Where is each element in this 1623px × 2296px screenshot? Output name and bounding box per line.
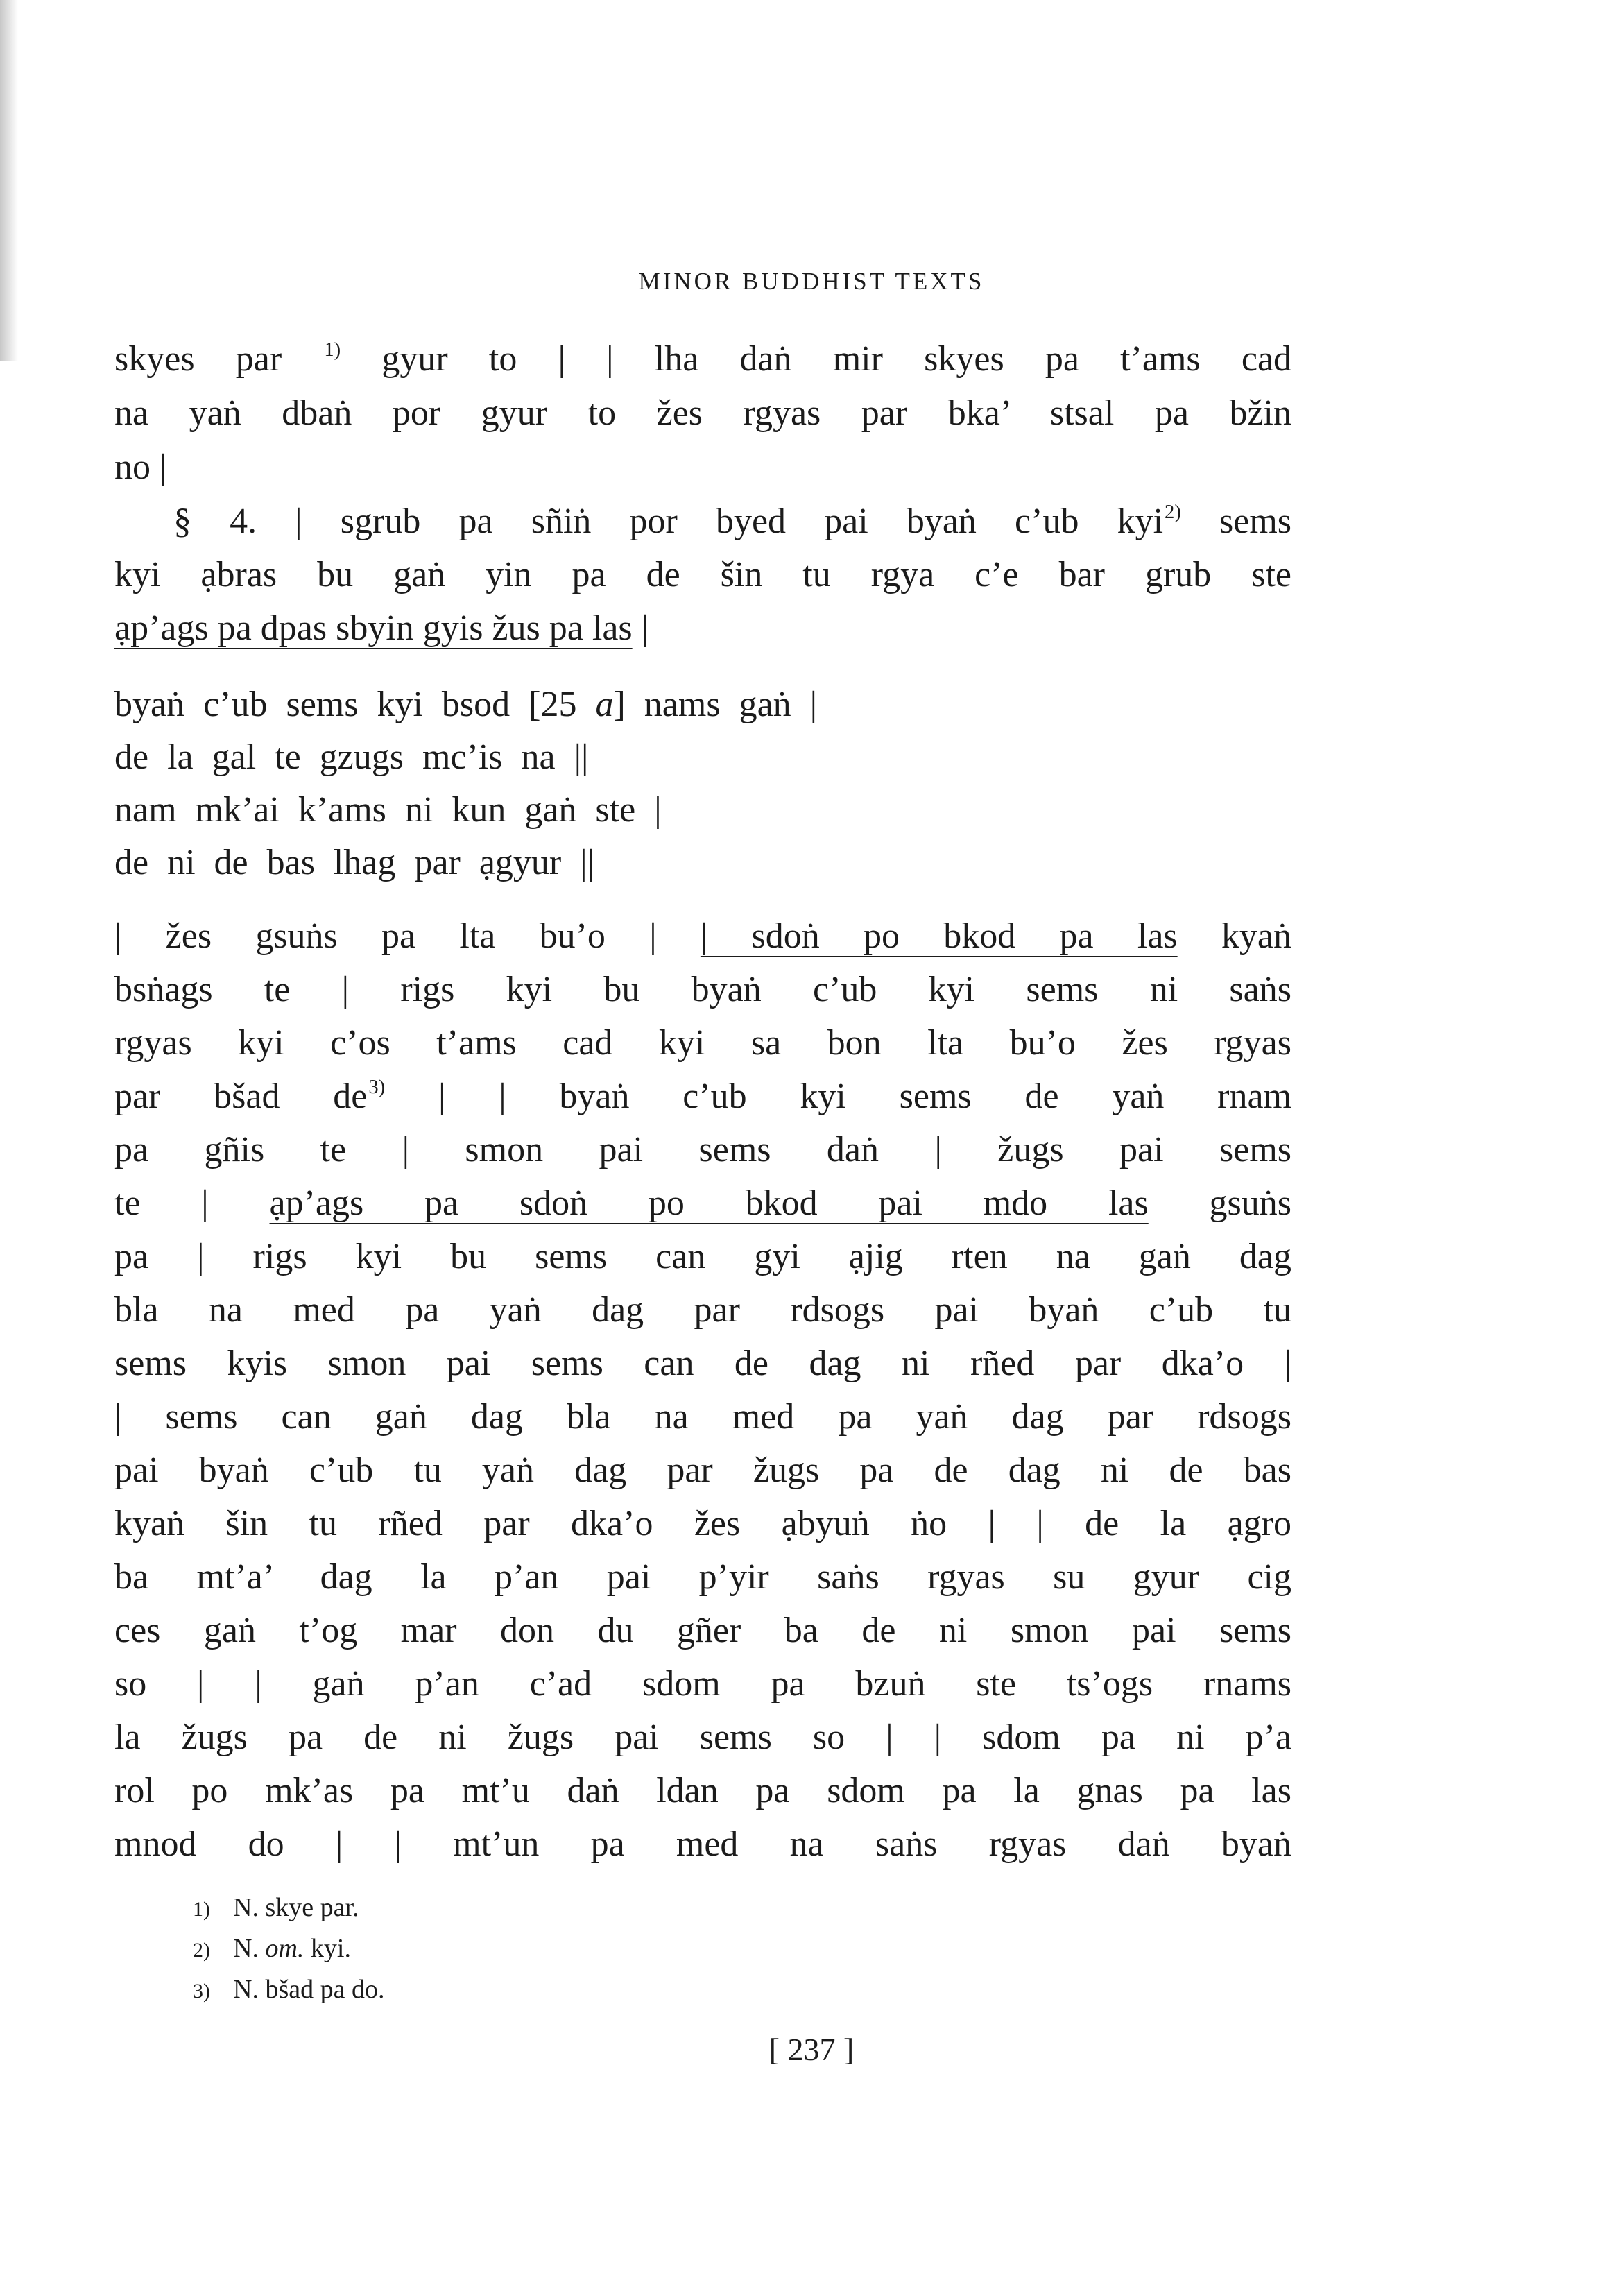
verse-line: de ni de bas lhag par ạgyur || (114, 843, 595, 882)
text-line: kyaṅ šin tu rñed par dka’o žes ạbyuṅ ṅo | | de la ạgro (114, 1504, 1291, 1543)
text-span: ] nams gaṅ | (613, 685, 818, 724)
text-span: byaṅ c’ub sems kyi bsod [25 (114, 685, 596, 724)
verse-line (114, 684, 817, 726)
text-line (114, 608, 1291, 649)
text-line: pa | rigs kyi bu sems can gyi ạjig rten na gaṅ dag (114, 1237, 1291, 1276)
text-line: na yaṅ dbaṅ por gyur to žes rgyas par bka’ stsal pa bžin (114, 393, 1291, 433)
text-line: la žugs pa de ni žugs pai sems so | | sdom pa ni p’a (114, 1717, 1291, 1757)
footnote (193, 1888, 384, 1929)
footnote-marker: 2) (1165, 501, 1181, 523)
footnote-text: N. (233, 1934, 266, 1963)
section-start-line (173, 501, 1291, 548)
text-span: | žes gsuṅs pa lta bu’o | (114, 916, 657, 956)
page-number: [ 237 ] (768, 2032, 855, 2067)
footnote-text: kyi. (304, 1934, 351, 1963)
underlined-title: ạp’ags pa dpas sbyin gyis žus pa las (114, 608, 633, 648)
text-line: bla na med pa yaṅ dag par rdsogs pai byaṅ c’ub tu (114, 1290, 1291, 1330)
text-line: no | (114, 447, 167, 487)
text-line: ba mt’a’ dag la p’an pai p’yir saṅs rgyas su gyur cig (114, 1557, 1291, 1597)
text-line: sems kyis smon pai sems can de dag ni rñed par dka’o | (114, 1344, 1291, 1383)
text-line: kyi ạbras bu gaṅ yin pa de šin tu rgya c’e bar grub ste (114, 555, 1291, 594)
text-line: mnod do | | mt’un pa med na saṅs rgyas daṅ byaṅ (114, 1824, 1291, 1864)
footnote-marker: 1) (324, 339, 341, 361)
text-span: gsuṅs (1209, 1183, 1291, 1223)
text-line: pa gñis te | smon pai sems daṅ | žugs pai sems (114, 1130, 1291, 1170)
text-line: bsṅags te | rigs kyi bu byaṅ c’ub kyi sems ni saṅs (114, 970, 1291, 1009)
footnotes (193, 1888, 384, 2011)
footnote-abbrev: om. (265, 1934, 304, 1963)
text-span: | lha daṅ mir skyes pa t’ams cad (606, 339, 1292, 379)
underlined-title: | sdoṅ po bkod pa las (700, 916, 1178, 956)
text-line (114, 1183, 1291, 1224)
page-edge-shadow (0, 0, 18, 361)
text-line (114, 916, 1291, 957)
text-span: | | byaṅ c’ub kyi sems de yaṅ rnam (438, 1077, 1292, 1116)
text-line: ces gaṅ t’og mar don du gñer ba de ni smon pai sems (114, 1611, 1291, 1650)
text-span: skyes par (114, 339, 282, 379)
footnote-number: 3) (193, 1980, 210, 2003)
folio-letter: a (595, 685, 614, 724)
text-span: te | (114, 1183, 209, 1223)
text-line: rgyas kyi c’os t’ams cad kyi sa bon lta bu’o žes rgyas (114, 1023, 1291, 1063)
text-line (114, 1076, 1291, 1123)
text-line (114, 339, 1291, 386)
footnote-marker: 3) (368, 1076, 386, 1098)
verse-line: de la gal te gzugs mc’is na || (114, 737, 589, 777)
footnote-text: N. bšad pa do. (233, 1975, 385, 2004)
text-span: § 4. | sgrub pa sñiṅ por byed pai byaṅ c’ub kyi (173, 502, 1164, 541)
footnote-number: 1) (193, 1898, 210, 1921)
footnote (193, 1929, 384, 1970)
text-line: rol po mk’as pa mt’u daṅ ldan pa sdom pa la gnas pa las (114, 1771, 1291, 1810)
verse-line: nam mk’ai k’ams ni kun gaṅ ste | (114, 790, 662, 830)
text-span: | (641, 608, 649, 648)
text-line: so | | gaṅ p’an c’ad sdom pa bzuṅ ste ts’ogs rnams (114, 1664, 1291, 1704)
running-head: MINOR BUDDHIST TEXTS (638, 268, 985, 295)
text-line: pai byaṅ c’ub tu yaṅ dag par žugs pa de dag ni de bas (114, 1450, 1291, 1490)
text-span: gyur to | (381, 339, 565, 379)
text-span: kyaṅ (1221, 916, 1292, 956)
text-span: sems (1219, 502, 1292, 541)
footnote-number: 2) (193, 1939, 210, 1962)
text-span: par bšad de (114, 1077, 368, 1116)
text-line: | sems can gaṅ dag bla na med pa yaṅ dag par rdsogs (114, 1397, 1291, 1437)
footnote-text: N. skye par. (233, 1893, 359, 1922)
footnote (193, 1970, 384, 2011)
underlined-title: ạp’ags pa sdoṅ po bkod pai mdo las (269, 1183, 1149, 1223)
